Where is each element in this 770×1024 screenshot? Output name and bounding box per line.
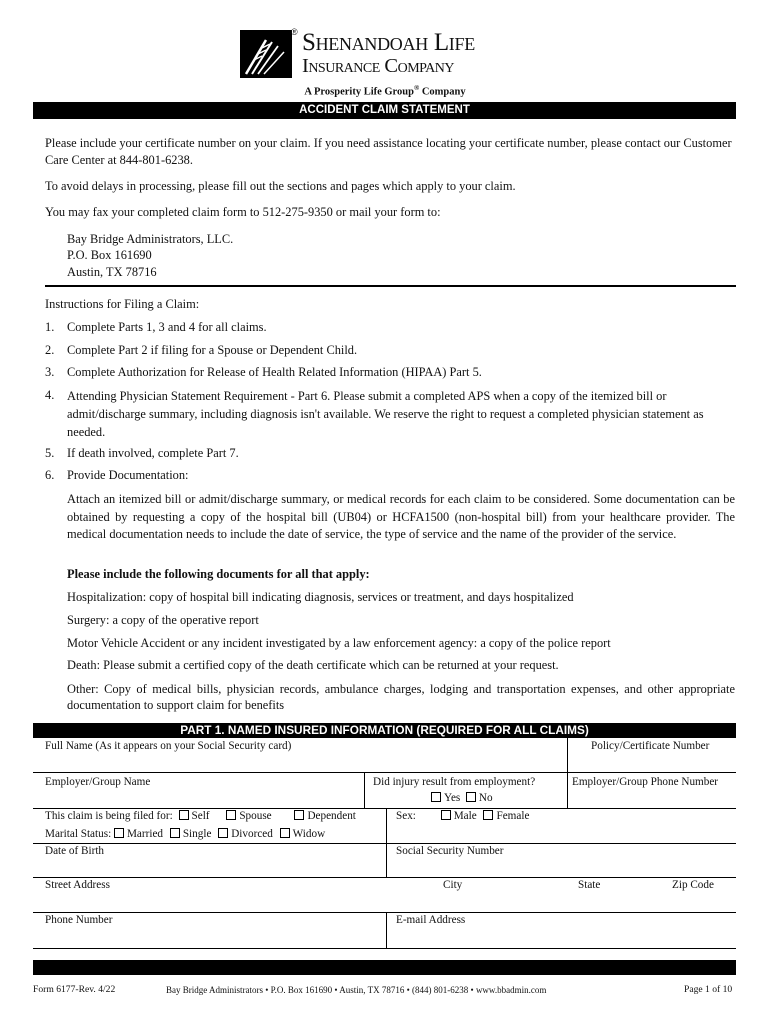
marital-status-row bbox=[45, 827, 325, 841]
spouse-label: Spouse bbox=[239, 810, 272, 822]
email-field[interactable]: E-mail Address bbox=[396, 914, 466, 926]
document-item-other: Other: Copy of medical bills, physician records, ambulance charges, lodging and transportation expenses, and other appropriate documentation to support claim for benefits bbox=[67, 682, 735, 712]
divorced-label: Divorced bbox=[231, 828, 273, 840]
bottom-bar bbox=[33, 960, 736, 975]
self-label: Self bbox=[191, 810, 210, 822]
no-label: No bbox=[478, 792, 493, 804]
instruction-text: Complete Authorization for Release of Health Related Information (HIPAA) Part 5. bbox=[67, 365, 482, 379]
employer-name-field[interactable]: Employer/Group Name bbox=[45, 776, 151, 788]
document-item-death: Death: Please submit a certified copy of the death certificate which can be returned at your request. bbox=[67, 658, 559, 672]
checkbox-icon bbox=[431, 792, 441, 802]
injury-employment-options bbox=[431, 791, 493, 805]
footer-address: Bay Bridge Administrators • P.O. Box 161690 • Austin, TX 78716 • (844) 801-6238 • www.bbadmin.com bbox=[166, 985, 547, 995]
date-of-birth-field[interactable]: Date of Birth bbox=[45, 845, 105, 857]
phone-number-field[interactable]: Phone Number bbox=[45, 914, 113, 926]
widow-label: Widow bbox=[292, 828, 326, 840]
married-label: Married bbox=[126, 828, 164, 840]
form-title: ACCIDENT CLAIM STATEMENT bbox=[299, 104, 470, 116]
male-checkbox[interactable] bbox=[441, 810, 477, 822]
city-field[interactable]: City bbox=[443, 879, 463, 891]
instruction-number: 5. bbox=[45, 446, 55, 460]
documentation-paragraph: Attach an itemized bill or admit/discharge summary, or medical records for each claim to be considered. Some documentation can be obtained by requesting a copy of the hospital bill (UB04) or HCFA1500 (non-hospital bill) from your healthcare provider. The medical documentation needs to include the date of service, the type of service and the name of the provider of the service. bbox=[67, 492, 735, 541]
checkbox-icon bbox=[170, 828, 180, 838]
dependent-label: Dependent bbox=[307, 810, 356, 822]
instruction-item-6 bbox=[45, 467, 188, 483]
form-title-bar bbox=[33, 102, 736, 119]
checkbox-icon bbox=[294, 810, 304, 820]
mailing-address-line3: Austin, TX 78716 bbox=[67, 265, 157, 279]
column-divider bbox=[386, 912, 387, 948]
company-logo bbox=[240, 30, 292, 78]
tagline-registered: ® bbox=[413, 84, 420, 92]
row-divider bbox=[33, 948, 736, 949]
section-divider bbox=[45, 285, 736, 287]
instruction-number: 2. bbox=[45, 343, 55, 357]
intro-paragraph-1: Please include your certificate number on your claim. If you need assistance locating your certificate number, please contact our Customer Care Center at 844-801-6238. bbox=[45, 136, 732, 167]
yes-label: Yes bbox=[444, 792, 461, 804]
sex-row bbox=[396, 809, 529, 823]
column-divider bbox=[386, 808, 387, 877]
mailing-address-line2: P.O. Box 161690 bbox=[67, 248, 152, 262]
filed-for-row bbox=[45, 809, 356, 823]
street-address-field[interactable]: Street Address bbox=[45, 879, 110, 891]
divorced-checkbox[interactable] bbox=[218, 828, 273, 840]
mailing-address-line1: Bay Bridge Administrators, LLC. bbox=[67, 232, 234, 246]
zip-code-field[interactable]: Zip Code bbox=[672, 879, 714, 891]
state-field[interactable]: State bbox=[578, 879, 601, 891]
form-number: Form 6177-Rev. 4/22 bbox=[33, 984, 116, 995]
married-checkbox[interactable] bbox=[114, 828, 163, 840]
instruction-item-2 bbox=[45, 342, 357, 358]
marital-status-label: Marital Status: bbox=[45, 828, 112, 840]
tagline bbox=[0, 84, 770, 98]
instruction-item-5 bbox=[45, 445, 239, 461]
full-name-field[interactable]: Full Name (As it appears on your Social Security card) bbox=[45, 740, 292, 752]
filed-for-label: This claim is being filed for: bbox=[45, 810, 173, 822]
male-label: Male bbox=[453, 810, 477, 822]
instruction-text: Complete Parts 1, 3 and 4 for all claims. bbox=[67, 320, 267, 334]
single-checkbox[interactable] bbox=[170, 828, 212, 840]
female-checkbox[interactable] bbox=[483, 810, 529, 822]
no-checkbox[interactable] bbox=[466, 792, 493, 804]
row-divider bbox=[33, 772, 736, 773]
document-item-accident: Motor Vehicle Accident or any incident investigated by a law enforcement agency: a copy of the police report bbox=[67, 636, 611, 650]
instruction-number: 3. bbox=[45, 365, 55, 379]
checkbox-icon bbox=[483, 810, 493, 820]
checkbox-icon bbox=[114, 828, 124, 838]
policy-number-field[interactable]: Policy/Certificate Number bbox=[591, 740, 710, 752]
tagline-suffix: Company bbox=[419, 86, 466, 98]
checkbox-icon bbox=[280, 828, 290, 838]
female-label: Female bbox=[496, 810, 530, 822]
single-label: Single bbox=[182, 828, 212, 840]
tagline-prefix: A Prosperity Life Group bbox=[304, 86, 414, 98]
widow-checkbox[interactable] bbox=[280, 828, 326, 840]
checkbox-icon bbox=[466, 792, 476, 802]
instruction-number: 6. bbox=[45, 468, 55, 482]
checkbox-icon bbox=[441, 810, 451, 820]
instruction-item-1 bbox=[45, 319, 267, 335]
checkbox-icon bbox=[218, 828, 228, 838]
part1-title: PART 1. NAMED INSURED INFORMATION (REQUIRED FOR ALL CLAIMS) bbox=[180, 723, 589, 737]
document-item-hospitalization: Hospitalization: copy of hospital bill indicating diagnosis, services or treatment, and days hospitalized bbox=[67, 590, 574, 604]
checkbox-icon bbox=[226, 810, 236, 820]
intro-paragraph-3: You may fax your completed claim form to 512-275-9350 or mail your form to: bbox=[45, 205, 441, 219]
instruction-item-3 bbox=[45, 364, 482, 380]
instructions-heading: Instructions for Filing a Claim: bbox=[45, 297, 200, 311]
spouse-checkbox[interactable] bbox=[226, 810, 271, 822]
instruction-text: Attending Physician Statement Requirement - Part 6. Please submit a completed APS when a copy of the itemized bill or admit/discharge summary, including diagnosis isn't available. We reserve the right to request a completed physician statement as needed. bbox=[67, 389, 704, 439]
row-divider bbox=[33, 877, 736, 878]
company-name-line1: Shenandoah Life bbox=[302, 29, 475, 56]
instruction-number: 4. bbox=[45, 388, 55, 402]
row-divider bbox=[33, 843, 736, 844]
intro-paragraph-2: To avoid delays in processing, please fill out the sections and pages which apply to your claim. bbox=[45, 179, 516, 193]
yes-checkbox[interactable] bbox=[431, 792, 460, 804]
registered-mark: ® bbox=[291, 27, 298, 37]
company-name-line2: Insurance Company bbox=[302, 55, 454, 77]
document-item-surgery: Surgery: a copy of the operative report bbox=[67, 613, 259, 627]
sex-label: Sex: bbox=[396, 810, 416, 822]
instruction-text: Provide Documentation: bbox=[67, 468, 189, 482]
injury-employment-question: Did injury result from employment? bbox=[373, 776, 536, 788]
instruction-text: Complete Part 2 if filing for a Spouse or Dependent Child. bbox=[67, 343, 358, 357]
wheat-logo-icon bbox=[240, 30, 292, 78]
instruction-text: If death involved, complete Part 7. bbox=[67, 446, 239, 460]
row-divider bbox=[33, 912, 736, 913]
instruction-number: 1. bbox=[45, 320, 55, 334]
self-checkbox[interactable] bbox=[179, 810, 210, 822]
page-number: Page 1 of 10 bbox=[684, 984, 733, 995]
ssn-field[interactable]: Social Security Number bbox=[396, 845, 504, 857]
dependent-checkbox[interactable] bbox=[294, 810, 355, 822]
part1-title-bar bbox=[33, 723, 736, 738]
documents-heading: Please include the following documents for all that apply: bbox=[67, 567, 370, 581]
column-divider bbox=[567, 738, 568, 808]
checkbox-icon bbox=[179, 810, 189, 820]
employer-phone-field[interactable]: Employer/Group Phone Number bbox=[572, 776, 719, 788]
column-divider bbox=[364, 772, 365, 808]
